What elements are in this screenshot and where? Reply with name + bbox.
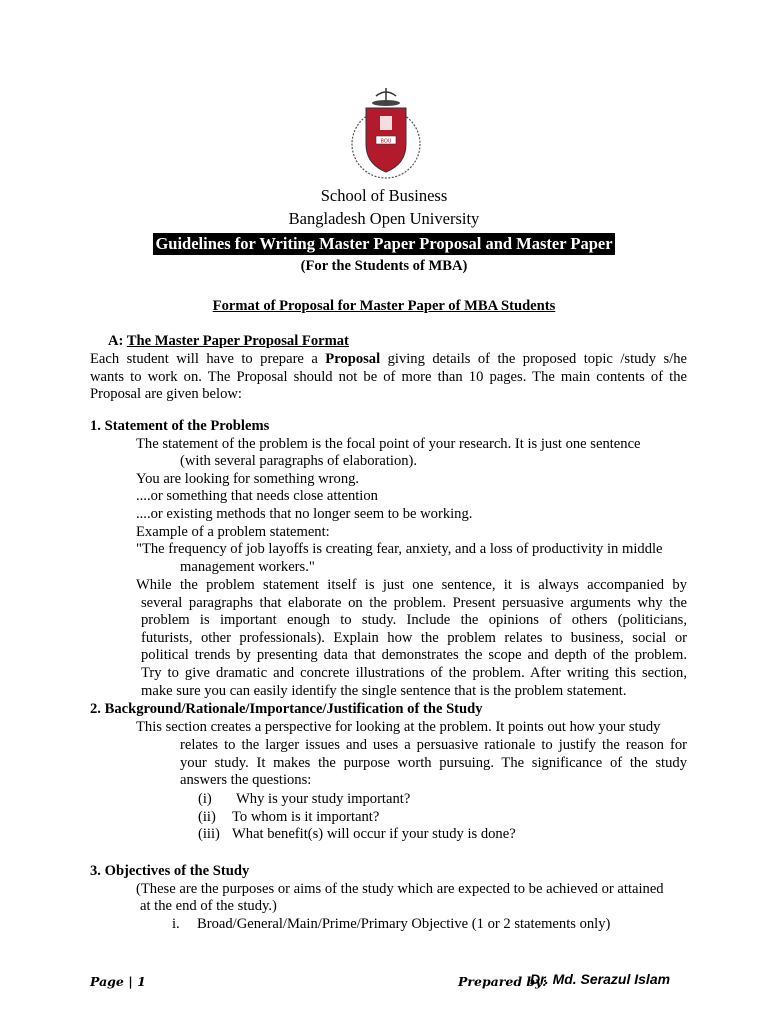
audience-note: (For the Students of MBA) <box>300 258 468 274</box>
guidelines-title: Guidelines for Writing Master Paper Proposal and Master Paper <box>155 234 613 253</box>
s1-line: The statement of the problem is the focal point of your research. It is just one sentence <box>136 436 641 452</box>
intro-line-1: Each student will have to prepare a Proposal giving details of the proposed topic /study s/he <box>90 351 687 367</box>
s3-line: (These are the purposes or aims of the study which are expected to be achieved or attained <box>136 881 664 897</box>
section-1-paragraph: While the problem statement itself is just one sentence, it is always accompanied by several paragraphs that elaborate on the problem. Present persuasive arguments why the problem is important enough to study. Include the opinions of others (politicians, futurists, other professionals). Explain how the problem relates to business, social or political trends by presenting data that demonstrates the scope and depth of the problem. Try to give dramatic and concrete illustrations of the problem. After writing this section, make sure you can easily identify the single sentence that is the problem statement. <box>136 577 687 699</box>
s1-line: ....or existing methods that no longer seem to be working. <box>136 506 473 522</box>
problem-example-cont: management workers." <box>180 559 315 575</box>
section-2-paragraph: relates to the larger issues and uses a persuasive rationale to justify the reason for your study. It makes the purpose worth pursuing. The significance of the study answers the questions: <box>180 737 687 789</box>
question-item: (ii) <box>198 809 216 825</box>
author-name: Dr. Md. Serazul Islam <box>530 971 671 987</box>
objective-text: Broad/General/Main/Prime/Primary Objective (1 or 2 statements only) <box>197 916 611 932</box>
section-a-heading <box>108 333 349 351</box>
s1-line: ....or something that needs close attention <box>136 488 378 504</box>
section-a-intro <box>90 351 687 404</box>
prepared-by-label: Prepared by: <box>458 974 548 989</box>
s1-line: Example of a problem statement: <box>136 524 330 540</box>
section-a-title: The Master Paper Proposal Format <box>126 333 349 349</box>
s2-first-line: This section creates a perspective for looking at the problem. It points out how your study <box>136 719 661 735</box>
format-title: Format of Proposal for Master Paper of MBA Students <box>212 298 556 314</box>
school-name: School of Business <box>320 186 448 205</box>
question-text: Why is your study important? <box>236 791 411 807</box>
s1-line: You are looking for something wrong. <box>136 471 360 487</box>
section-a-label: A: <box>108 333 124 349</box>
section-1-heading: 1. Statement of the Problems <box>90 418 270 434</box>
s3-line: at the end of the study.) <box>140 898 277 914</box>
university-name: Bangladesh Open University <box>288 209 480 228</box>
question-item: (iii) <box>198 826 220 842</box>
page-number: Page | 1 <box>90 974 146 989</box>
objective-number: i. <box>172 916 180 932</box>
problem-example: "The frequency of job layoffs is creating fear, anxiety, and a loss of productivity in middle <box>136 541 663 557</box>
section-2-heading: 2. Background/Rationale/Importance/Justification of the Study <box>90 701 483 717</box>
intro-line-2: wants to work on. The Proposal should not be of more than 10 pages. The main contents of the <box>90 368 687 385</box>
svg-text:BOU: BOU <box>380 138 392 145</box>
intro-line-3: Proposal are given below: <box>90 386 242 403</box>
university-logo <box>346 86 426 186</box>
section-3-heading: 3. Objectives of the Study <box>90 863 250 879</box>
question-text: To whom is it important? <box>232 809 380 825</box>
s1-line: (with several paragraphs of elaboration). <box>180 453 418 469</box>
question-text: What benefit(s) will occur if your study is done? <box>232 826 516 842</box>
question-item: (i) <box>198 791 212 807</box>
